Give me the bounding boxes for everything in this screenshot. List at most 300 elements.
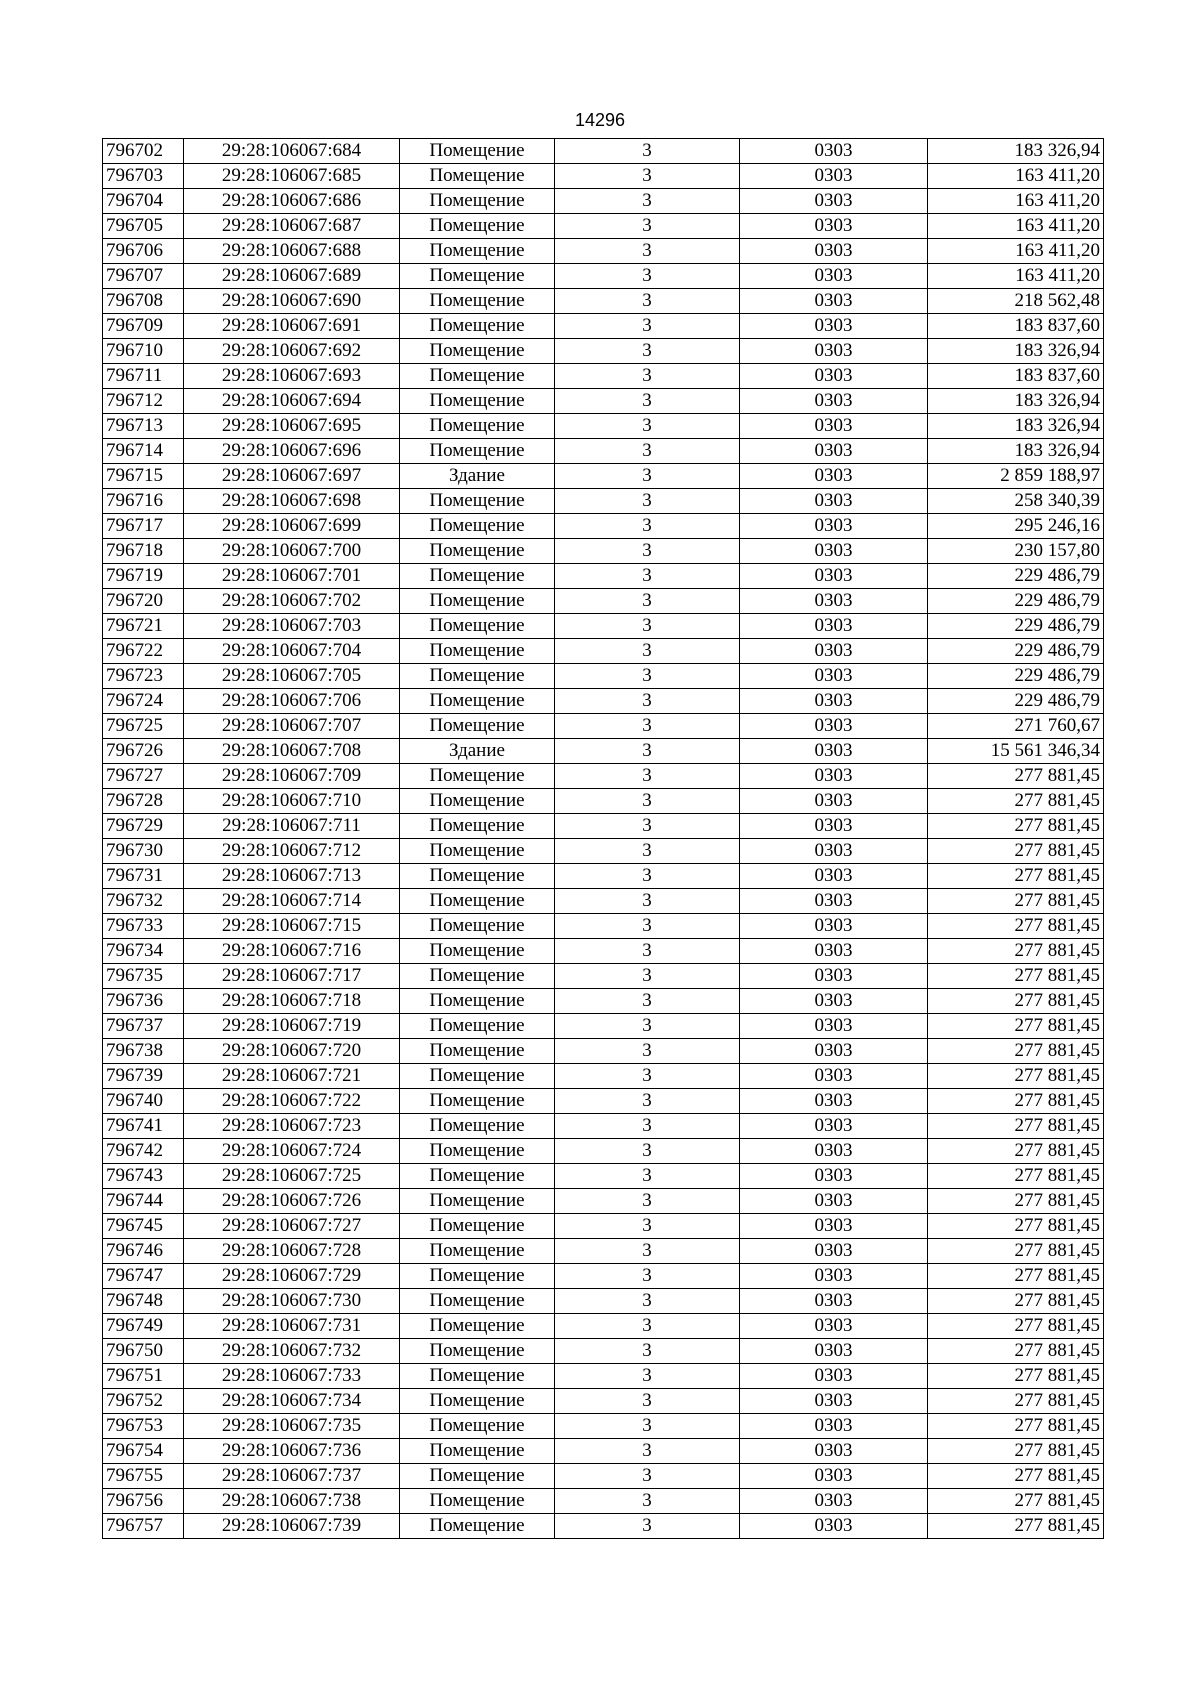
group-cell: 3 xyxy=(555,1289,740,1314)
object-type-cell: Помещение xyxy=(400,1064,555,1089)
cadastral-value-cell: 277 881,45 xyxy=(928,864,1104,889)
row-number-cell: 796748 xyxy=(103,1289,184,1314)
cadastral-number-cell: 29:28:106067:723 xyxy=(184,1114,400,1139)
row-number-cell: 796714 xyxy=(103,439,184,464)
row-number-cell: 796726 xyxy=(103,739,184,764)
table-row xyxy=(103,314,1104,339)
cadastral-value-cell: 277 881,45 xyxy=(928,1164,1104,1189)
cadastral-value-cell: 271 760,67 xyxy=(928,714,1104,739)
group-cell: 3 xyxy=(555,464,740,489)
cadastral-value-cell: 277 881,45 xyxy=(928,1214,1104,1239)
cadastral-number-cell: 29:28:106067:728 xyxy=(184,1239,400,1264)
row-number-cell: 796736 xyxy=(103,989,184,1014)
group-cell: 3 xyxy=(555,1189,740,1214)
object-type-cell: Помещение xyxy=(400,689,555,714)
cadastral-number-cell: 29:28:106067:718 xyxy=(184,989,400,1014)
cadastral-number-cell: 29:28:106067:706 xyxy=(184,689,400,714)
cadastral-number-cell: 29:28:106067:701 xyxy=(184,564,400,589)
code-cell: 0303 xyxy=(740,589,928,614)
cadastral-value-cell: 15 561 346,34 xyxy=(928,739,1104,764)
object-type-cell: Помещение xyxy=(400,1139,555,1164)
code-cell: 0303 xyxy=(740,289,928,314)
code-cell: 0303 xyxy=(740,1289,928,1314)
cadastral-number-cell: 29:28:106067:698 xyxy=(184,489,400,514)
table-row xyxy=(103,1464,1104,1489)
table-row xyxy=(103,1364,1104,1389)
row-number-cell: 796754 xyxy=(103,1439,184,1464)
group-cell: 3 xyxy=(555,789,740,814)
table-row xyxy=(103,839,1104,864)
code-cell: 0303 xyxy=(740,1164,928,1189)
code-cell: 0303 xyxy=(740,714,928,739)
cadastral-value-cell: 277 881,45 xyxy=(928,1364,1104,1389)
code-cell: 0303 xyxy=(740,1089,928,1114)
object-type-cell: Помещение xyxy=(400,489,555,514)
group-cell: 3 xyxy=(555,1314,740,1339)
object-type-cell: Помещение xyxy=(400,1014,555,1039)
object-type-cell: Помещение xyxy=(400,1264,555,1289)
object-type-cell: Помещение xyxy=(400,764,555,789)
group-cell: 3 xyxy=(555,489,740,514)
table-row xyxy=(103,789,1104,814)
cadastral-number-cell: 29:28:106067:725 xyxy=(184,1164,400,1189)
table-row xyxy=(103,239,1104,264)
row-number-cell: 796711 xyxy=(103,364,184,389)
cadastral-value-cell: 183 837,60 xyxy=(928,314,1104,339)
cadastral-value-cell: 277 881,45 xyxy=(928,1489,1104,1514)
group-cell: 3 xyxy=(555,339,740,364)
cadastral-number-cell: 29:28:106067:717 xyxy=(184,964,400,989)
object-type-cell: Помещение xyxy=(400,1389,555,1414)
table-row xyxy=(103,1189,1104,1214)
group-cell: 3 xyxy=(555,614,740,639)
object-type-cell: Помещение xyxy=(400,1164,555,1189)
table-row xyxy=(103,664,1104,689)
code-cell: 0303 xyxy=(740,839,928,864)
row-number-cell: 796708 xyxy=(103,289,184,314)
row-number-cell: 796742 xyxy=(103,1139,184,1164)
row-number-cell: 796718 xyxy=(103,539,184,564)
cadastral-value-cell: 277 881,45 xyxy=(928,1114,1104,1139)
row-number-cell: 796744 xyxy=(103,1189,184,1214)
row-number-cell: 796705 xyxy=(103,214,184,239)
table-row xyxy=(103,1214,1104,1239)
group-cell: 3 xyxy=(555,1514,740,1539)
cadastral-number-cell: 29:28:106067:692 xyxy=(184,339,400,364)
code-cell: 0303 xyxy=(740,364,928,389)
table-row xyxy=(103,189,1104,214)
table-row xyxy=(103,864,1104,889)
row-number-cell: 796749 xyxy=(103,1314,184,1339)
group-cell: 3 xyxy=(555,1089,740,1114)
code-cell: 0303 xyxy=(740,614,928,639)
object-type-cell: Здание xyxy=(400,464,555,489)
object-type-cell: Помещение xyxy=(400,289,555,314)
group-cell: 3 xyxy=(555,314,740,339)
group-cell: 3 xyxy=(555,439,740,464)
object-type-cell: Помещение xyxy=(400,789,555,814)
cadastral-value-cell: 277 881,45 xyxy=(928,1264,1104,1289)
cadastral-number-cell: 29:28:106067:696 xyxy=(184,439,400,464)
cadastral-value-table xyxy=(102,138,1104,1539)
cadastral-number-cell: 29:28:106067:711 xyxy=(184,814,400,839)
code-cell: 0303 xyxy=(740,514,928,539)
object-type-cell: Помещение xyxy=(400,1289,555,1314)
table-row xyxy=(103,214,1104,239)
table-row xyxy=(103,364,1104,389)
cadastral-value-cell: 277 881,45 xyxy=(928,1439,1104,1464)
cadastral-number-cell: 29:28:106067:699 xyxy=(184,514,400,539)
row-number-cell: 796725 xyxy=(103,714,184,739)
cadastral-value-cell: 277 881,45 xyxy=(928,989,1104,1014)
cadastral-value-cell: 258 340,39 xyxy=(928,489,1104,514)
group-cell: 3 xyxy=(555,1114,740,1139)
table-row xyxy=(103,389,1104,414)
group-cell: 3 xyxy=(555,839,740,864)
code-cell: 0303 xyxy=(740,264,928,289)
group-cell: 3 xyxy=(555,1064,740,1089)
object-type-cell: Помещение xyxy=(400,1114,555,1139)
cadastral-value-cell: 163 411,20 xyxy=(928,164,1104,189)
cadastral-number-cell: 29:28:106067:719 xyxy=(184,1014,400,1039)
object-type-cell: Помещение xyxy=(400,939,555,964)
code-cell: 0303 xyxy=(740,464,928,489)
cadastral-number-cell: 29:28:106067:684 xyxy=(184,139,400,164)
group-cell: 3 xyxy=(555,664,740,689)
cadastral-value-cell: 230 157,80 xyxy=(928,539,1104,564)
table-row xyxy=(103,539,1104,564)
row-number-cell: 796739 xyxy=(103,1064,184,1089)
table-row xyxy=(103,1089,1104,1114)
object-type-cell: Помещение xyxy=(400,1514,555,1539)
cadastral-value-cell: 277 881,45 xyxy=(928,1189,1104,1214)
row-number-cell: 796724 xyxy=(103,689,184,714)
group-cell: 3 xyxy=(555,539,740,564)
object-type-cell: Помещение xyxy=(400,189,555,214)
cadastral-number-cell: 29:28:106067:705 xyxy=(184,664,400,689)
cadastral-value-cell: 229 486,79 xyxy=(928,614,1104,639)
row-number-cell: 796713 xyxy=(103,414,184,439)
row-number-cell: 796757 xyxy=(103,1514,184,1539)
group-cell: 3 xyxy=(555,864,740,889)
object-type-cell: Помещение xyxy=(400,389,555,414)
group-cell: 3 xyxy=(555,214,740,239)
row-number-cell: 796755 xyxy=(103,1464,184,1489)
group-cell: 3 xyxy=(555,1439,740,1464)
code-cell: 0303 xyxy=(740,414,928,439)
row-number-cell: 796740 xyxy=(103,1089,184,1114)
cadastral-value-cell: 277 881,45 xyxy=(928,1289,1104,1314)
cadastral-number-cell: 29:28:106067:690 xyxy=(184,289,400,314)
group-cell: 3 xyxy=(555,414,740,439)
row-number-cell: 796738 xyxy=(103,1039,184,1064)
row-number-cell: 796743 xyxy=(103,1164,184,1189)
table-row xyxy=(103,1389,1104,1414)
table-row xyxy=(103,1339,1104,1364)
group-cell: 3 xyxy=(555,1414,740,1439)
cadastral-value-cell: 295 246,16 xyxy=(928,514,1104,539)
table-row xyxy=(103,1139,1104,1164)
cadastral-value-cell: 277 881,45 xyxy=(928,914,1104,939)
group-cell: 3 xyxy=(555,264,740,289)
cadastral-value-cell: 277 881,45 xyxy=(928,1089,1104,1114)
row-number-cell: 796704 xyxy=(103,189,184,214)
group-cell: 3 xyxy=(555,1364,740,1389)
group-cell: 3 xyxy=(555,1139,740,1164)
table-row xyxy=(103,139,1104,164)
row-number-cell: 796716 xyxy=(103,489,184,514)
object-type-cell: Помещение xyxy=(400,1489,555,1514)
cadastral-number-cell: 29:28:106067:722 xyxy=(184,1089,400,1114)
code-cell: 0303 xyxy=(740,989,928,1014)
row-number-cell: 796731 xyxy=(103,864,184,889)
table-row xyxy=(103,889,1104,914)
object-type-cell: Помещение xyxy=(400,1339,555,1364)
cadastral-number-cell: 29:28:106067:726 xyxy=(184,1189,400,1214)
cadastral-value-cell: 277 881,45 xyxy=(928,1039,1104,1064)
cadastral-number-cell: 29:28:106067:727 xyxy=(184,1214,400,1239)
cadastral-value-cell: 2 859 188,97 xyxy=(928,464,1104,489)
cadastral-value-cell: 277 881,45 xyxy=(928,1414,1104,1439)
object-type-cell: Помещение xyxy=(400,164,555,189)
code-cell: 0303 xyxy=(740,814,928,839)
cadastral-number-cell: 29:28:106067:721 xyxy=(184,1064,400,1089)
cadastral-number-cell: 29:28:106067:736 xyxy=(184,1439,400,1464)
object-type-cell: Помещение xyxy=(400,589,555,614)
object-type-cell: Помещение xyxy=(400,889,555,914)
row-number-cell: 796703 xyxy=(103,164,184,189)
table-row xyxy=(103,614,1104,639)
code-cell: 0303 xyxy=(740,1389,928,1414)
cadastral-value-cell: 277 881,45 xyxy=(928,1464,1104,1489)
cadastral-number-cell: 29:28:106067:695 xyxy=(184,414,400,439)
cadastral-value-cell: 277 881,45 xyxy=(928,939,1104,964)
cadastral-number-cell: 29:28:106067:708 xyxy=(184,739,400,764)
code-cell: 0303 xyxy=(740,539,928,564)
cadastral-value-cell: 277 881,45 xyxy=(928,1014,1104,1039)
code-cell: 0303 xyxy=(740,1214,928,1239)
cadastral-value-cell: 277 881,45 xyxy=(928,1389,1104,1414)
cadastral-number-cell: 29:28:106067:700 xyxy=(184,539,400,564)
table-row xyxy=(103,1439,1104,1464)
row-number-cell: 796756 xyxy=(103,1489,184,1514)
cadastral-value-cell: 163 411,20 xyxy=(928,214,1104,239)
row-number-cell: 796732 xyxy=(103,889,184,914)
object-type-cell: Помещение xyxy=(400,1239,555,1264)
cadastral-value-cell: 277 881,45 xyxy=(928,789,1104,814)
table-row xyxy=(103,1289,1104,1314)
object-type-cell: Помещение xyxy=(400,539,555,564)
code-cell: 0303 xyxy=(740,764,928,789)
group-cell: 3 xyxy=(555,1489,740,1514)
cadastral-value-cell: 277 881,45 xyxy=(928,1514,1104,1539)
code-cell: 0303 xyxy=(740,789,928,814)
table-row xyxy=(103,914,1104,939)
code-cell: 0303 xyxy=(740,314,928,339)
row-number-cell: 796729 xyxy=(103,814,184,839)
cadastral-value-cell: 183 326,94 xyxy=(928,414,1104,439)
group-cell: 3 xyxy=(555,164,740,189)
cadastral-number-cell: 29:28:106067:735 xyxy=(184,1414,400,1439)
group-cell: 3 xyxy=(555,964,740,989)
group-cell: 3 xyxy=(555,1239,740,1264)
object-type-cell: Помещение xyxy=(400,914,555,939)
object-type-cell: Помещение xyxy=(400,964,555,989)
code-cell: 0303 xyxy=(740,1039,928,1064)
code-cell: 0303 xyxy=(740,1414,928,1439)
row-number-cell: 796721 xyxy=(103,614,184,639)
object-type-cell: Помещение xyxy=(400,414,555,439)
object-type-cell: Помещение xyxy=(400,214,555,239)
code-cell: 0303 xyxy=(740,1139,928,1164)
group-cell: 3 xyxy=(555,639,740,664)
object-type-cell: Помещение xyxy=(400,339,555,364)
cadastral-value-cell: 277 881,45 xyxy=(928,1239,1104,1264)
object-type-cell: Помещение xyxy=(400,364,555,389)
group-cell: 3 xyxy=(555,1164,740,1189)
code-cell: 0303 xyxy=(740,239,928,264)
code-cell: 0303 xyxy=(740,564,928,589)
cadastral-value-cell: 183 837,60 xyxy=(928,364,1104,389)
table-row xyxy=(103,939,1104,964)
code-cell: 0303 xyxy=(740,1239,928,1264)
object-type-cell: Помещение xyxy=(400,1089,555,1114)
cadastral-number-cell: 29:28:106067:713 xyxy=(184,864,400,889)
cadastral-number-cell: 29:28:106067:707 xyxy=(184,714,400,739)
object-type-cell: Помещение xyxy=(400,564,555,589)
cadastral-value-cell: 229 486,79 xyxy=(928,589,1104,614)
row-number-cell: 796747 xyxy=(103,1264,184,1289)
row-number-cell: 796735 xyxy=(103,964,184,989)
code-cell: 0303 xyxy=(740,739,928,764)
code-cell: 0303 xyxy=(740,1014,928,1039)
group-cell: 3 xyxy=(555,389,740,414)
code-cell: 0303 xyxy=(740,1364,928,1389)
row-number-cell: 796706 xyxy=(103,239,184,264)
cadastral-number-cell: 29:28:106067:710 xyxy=(184,789,400,814)
row-number-cell: 796751 xyxy=(103,1364,184,1389)
group-cell: 3 xyxy=(555,139,740,164)
object-type-cell: Помещение xyxy=(400,1414,555,1439)
object-type-cell: Помещение xyxy=(400,639,555,664)
object-type-cell: Здание xyxy=(400,739,555,764)
code-cell: 0303 xyxy=(740,689,928,714)
cadastral-number-cell: 29:28:106067:694 xyxy=(184,389,400,414)
row-number-cell: 796710 xyxy=(103,339,184,364)
row-number-cell: 796715 xyxy=(103,464,184,489)
group-cell: 3 xyxy=(555,689,740,714)
object-type-cell: Помещение xyxy=(400,814,555,839)
object-type-cell: Помещение xyxy=(400,714,555,739)
cadastral-value-cell: 277 881,45 xyxy=(928,764,1104,789)
cadastral-value-cell: 163 411,20 xyxy=(928,189,1104,214)
code-cell: 0303 xyxy=(740,664,928,689)
cadastral-value-cell: 229 486,79 xyxy=(928,689,1104,714)
object-type-cell: Помещение xyxy=(400,514,555,539)
code-cell: 0303 xyxy=(740,1514,928,1539)
group-cell: 3 xyxy=(555,989,740,1014)
cadastral-number-cell: 29:28:106067:739 xyxy=(184,1514,400,1539)
code-cell: 0303 xyxy=(740,639,928,664)
code-cell: 0303 xyxy=(740,439,928,464)
group-cell: 3 xyxy=(555,589,740,614)
code-cell: 0303 xyxy=(740,1314,928,1339)
code-cell: 0303 xyxy=(740,1189,928,1214)
cadastral-number-cell: 29:28:106067:716 xyxy=(184,939,400,964)
cadastral-value-cell: 229 486,79 xyxy=(928,664,1104,689)
group-cell: 3 xyxy=(555,814,740,839)
group-cell: 3 xyxy=(555,514,740,539)
cadastral-value-cell: 163 411,20 xyxy=(928,264,1104,289)
cadastral-number-cell: 29:28:106067:715 xyxy=(184,914,400,939)
row-number-cell: 796720 xyxy=(103,589,184,614)
cadastral-number-cell: 29:28:106067:685 xyxy=(184,164,400,189)
cadastral-number-cell: 29:28:106067:688 xyxy=(184,239,400,264)
row-number-cell: 796728 xyxy=(103,789,184,814)
code-cell: 0303 xyxy=(740,1439,928,1464)
cadastral-number-cell: 29:28:106067:731 xyxy=(184,1314,400,1339)
cadastral-number-cell: 29:28:106067:724 xyxy=(184,1139,400,1164)
table-row xyxy=(103,1239,1104,1264)
object-type-cell: Помещение xyxy=(400,1214,555,1239)
table-row xyxy=(103,964,1104,989)
row-number-cell: 796722 xyxy=(103,639,184,664)
group-cell: 3 xyxy=(555,189,740,214)
object-type-cell: Помещение xyxy=(400,1439,555,1464)
code-cell: 0303 xyxy=(740,1064,928,1089)
table-row xyxy=(103,514,1104,539)
row-number-cell: 796707 xyxy=(103,264,184,289)
code-cell: 0303 xyxy=(740,189,928,214)
cadastral-number-cell: 29:28:106067:729 xyxy=(184,1264,400,1289)
group-cell: 3 xyxy=(555,1389,740,1414)
row-number-cell: 796730 xyxy=(103,839,184,864)
row-number-cell: 796752 xyxy=(103,1389,184,1414)
object-type-cell: Помещение xyxy=(400,239,555,264)
cadastral-number-cell: 29:28:106067:720 xyxy=(184,1039,400,1064)
cadastral-number-cell: 29:28:106067:686 xyxy=(184,189,400,214)
code-cell: 0303 xyxy=(740,139,928,164)
table-row xyxy=(103,639,1104,664)
object-type-cell: Помещение xyxy=(400,1039,555,1064)
row-number-cell: 796727 xyxy=(103,764,184,789)
code-cell: 0303 xyxy=(740,1264,928,1289)
table-row xyxy=(103,1014,1104,1039)
object-type-cell: Помещение xyxy=(400,1314,555,1339)
group-cell: 3 xyxy=(555,939,740,964)
cadastral-value-cell: 277 881,45 xyxy=(928,889,1104,914)
object-type-cell: Помещение xyxy=(400,839,555,864)
cadastral-value-cell: 277 881,45 xyxy=(928,1314,1104,1339)
row-number-cell: 796737 xyxy=(103,1014,184,1039)
object-type-cell: Помещение xyxy=(400,264,555,289)
table-row xyxy=(103,164,1104,189)
table-row xyxy=(103,1039,1104,1064)
cadastral-value-cell: 277 881,45 xyxy=(928,1339,1104,1364)
group-cell: 3 xyxy=(555,1464,740,1489)
object-type-cell: Помещение xyxy=(400,1364,555,1389)
table-row xyxy=(103,814,1104,839)
code-cell: 0303 xyxy=(740,339,928,364)
table-row xyxy=(103,714,1104,739)
cadastral-value-cell: 277 881,45 xyxy=(928,839,1104,864)
group-cell: 3 xyxy=(555,364,740,389)
cadastral-number-cell: 29:28:106067:734 xyxy=(184,1389,400,1414)
group-cell: 3 xyxy=(555,714,740,739)
cadastral-value-cell: 218 562,48 xyxy=(928,289,1104,314)
cadastral-value-cell: 277 881,45 xyxy=(928,964,1104,989)
table-body xyxy=(103,139,1104,1539)
